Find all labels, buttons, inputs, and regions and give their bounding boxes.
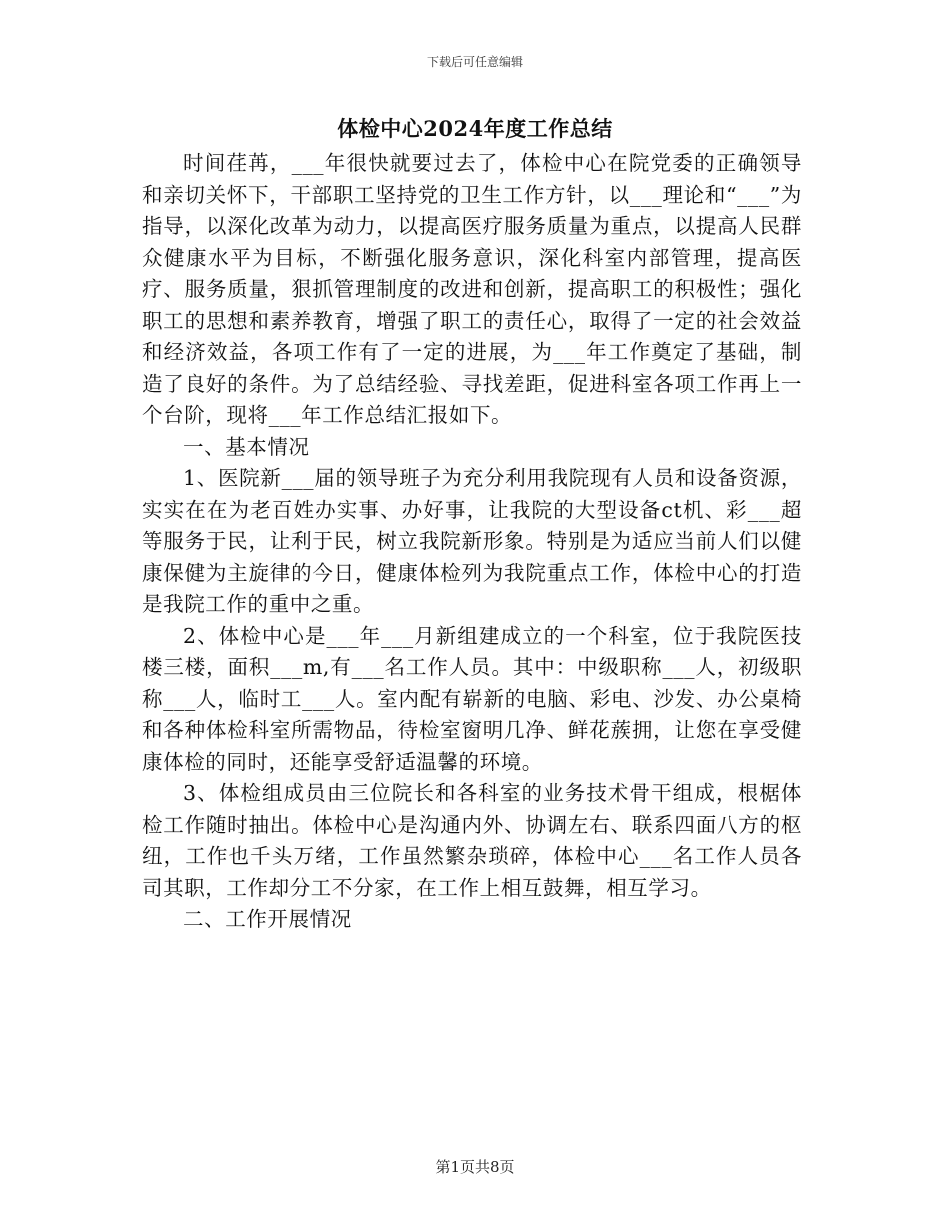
document-title: 体检中心2024年度工作总结 [337, 116, 613, 141]
header-note: 下载后可任意编辑 [426, 55, 523, 69]
paragraph-intro: 时间荏苒，___年很快就要过去了，体检中心在院党委的正确领导和亲切关怀下，干部职工坚持党的卫生工作方针，以___理论和“___”为指导，以深化改革为动力，以提高医疗服务质量为重点，以提高人民群众健康水平为目标，不断强化服务意识，深化科室内部管理，提高医疗、服务质量，狠抓管理制度的改进和创新，提高职工的积极性；强化职工的思想和素养教育，增强了职工的责任心，取得了一定的社会效益和经济效益，各项工作有了一定的进展，为___年工作奠定了基础，制造了良好的条件。为了总结经验、寻找差距，促进科室各项工作再上一个台阶，现将___年工作总结汇报如下。 [142, 151, 802, 427]
paragraph-item-1: 1、医院新___届的领导班子为充分利用我院现有人员和设备资源，实实在在为老百姓办实事、办好事，让我院的大型设备ct机、彩___超等服务于民，让利于民，树立我院新形象。特别是为适应当前人们以健康保健为主旋律的今日，健康体检列为我院重点工作，体检中心的打造是我院工作的重中之重。 [142, 466, 802, 616]
document-body [142, 148, 802, 936]
paragraph-item-2: 2、体检中心是___年___月新组建成立的一个科室，位于我院医技楼三楼，面积___m,有___名工作人员。其中：中级职称___人，初级职称___人，临时工___人。室内配有崭新的电脑、彩电、沙发、办公桌椅和各种体检科室所需物品，待检室窗明几净、鲜花蔟拥，让您在享受健康体检的同时，还能享受舒适温馨的环境。 [142, 623, 802, 774]
section-heading-work-progress: 二、工作开展情况 [183, 907, 352, 931]
page-number-footer: 第1页共8页 [435, 1158, 515, 1176]
paragraph-item-3: 3、体检组成员由三位院长和各科室的业务技术骨干组成，根椐体检工作随时抽出。体检中心是沟通内外、协调左右、联系四面八方的枢纽，工作也千头万绪，工作虽然繁杂琐碎，体检中心___名工作人员各司其职，工作却分工不分家，在工作上相互鼓舞，相互学习。 [142, 781, 802, 900]
section-heading-basic-situation: 一、基本情况 [183, 434, 310, 459]
